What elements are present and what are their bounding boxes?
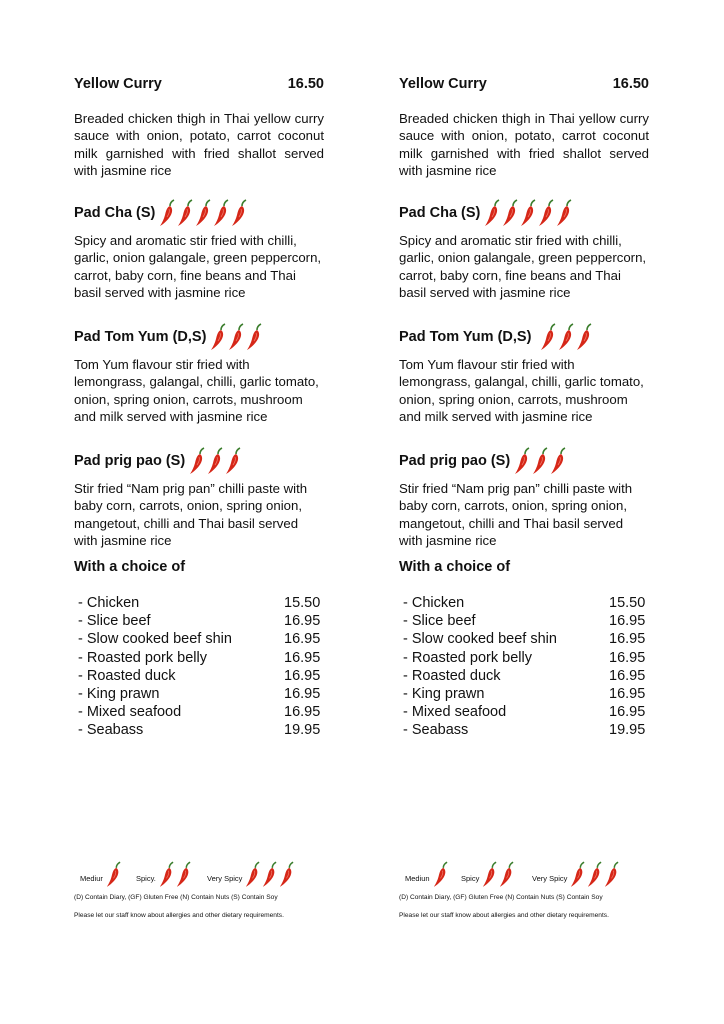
choice-row (403, 686, 647, 704)
choice-row (78, 595, 322, 613)
dish-title-pad-prig-pao: Pad prig pao (S) (74, 446, 242, 476)
chilli-rating (483, 198, 573, 228)
chilli-icon (212, 198, 230, 228)
chilli-icon (176, 198, 194, 228)
choice-name: - Slice beef (403, 613, 476, 630)
chilli-icon (206, 446, 224, 476)
chilli-icon (230, 198, 248, 228)
choice-row (78, 704, 322, 722)
chilli-icon (158, 858, 175, 891)
menu-column-right (399, 0, 649, 1024)
choice-row (403, 668, 647, 686)
chilli-icon (569, 858, 586, 891)
chilli-icon (537, 198, 555, 228)
chilli-icon (261, 858, 278, 891)
chilli-icon (158, 198, 176, 228)
chilli-icon (175, 858, 192, 891)
choice-price: 16.95 (609, 649, 646, 666)
chilli-icon (557, 322, 575, 352)
choice-name: - Chicken (78, 595, 140, 611)
dish-desc-pad-cha: Spicy and aromatic stir fried with chilli, garlic, onion galangale, green peppercorn, carrot, baby corn, fine beans and Thai basil served with jasmine rice (74, 233, 322, 300)
dish-title-pad-cha: Pad Cha (S) (74, 198, 248, 228)
chilli-rating (158, 198, 248, 228)
choice-row (78, 668, 322, 686)
legend-spicy-label: Spicy (461, 874, 480, 883)
choice-price: 16.95 (609, 704, 646, 721)
legend-spicy (461, 858, 515, 891)
choice-row (403, 613, 647, 631)
allergy-note: Please let our staff know about allergies and other dietary requirements. (399, 912, 609, 919)
menu-column-left (74, 0, 324, 1024)
allergen-key: (D) Contain Diary, (GF) Gluten Free (N) Contain Nuts (S) Contain Soy (74, 894, 278, 901)
choice-row (78, 631, 322, 649)
chilli-icon (224, 446, 242, 476)
choice-name: - Slow cooked beef shin (403, 631, 557, 648)
chilli-icon (432, 858, 449, 891)
choice-name: - Slow cooked beef shin (78, 631, 232, 648)
chilli-rating (188, 446, 242, 476)
dish-title-pad-cha: Pad Cha (S) (399, 198, 573, 228)
choice-name: - Roasted duck (403, 667, 501, 684)
chilli-icon (539, 322, 557, 352)
choice-price: 16.95 (284, 649, 321, 666)
choice-name: - Mixed seafood (78, 704, 182, 721)
legend-spicy-label: Spicy. (136, 874, 156, 883)
chilli-icon (105, 858, 122, 891)
legend-very-spicy (532, 858, 620, 891)
chilli-icon (188, 446, 206, 476)
choice-price: 16.95 (284, 613, 321, 630)
dish-price-yellow-curry: 16.50 (612, 76, 649, 92)
chilli-icon (244, 858, 261, 891)
dish-desc-pad-tom-yum: Tom Yum flavour stir fried with lemongrass, galangal, chilli, garlic tomato, onion, spring onion, carrots, mushroom and milk served with jasmine rice (399, 357, 644, 424)
protein-choice-list (399, 595, 649, 745)
chilli-icon (586, 858, 603, 891)
choice-row (403, 704, 647, 722)
choice-heading: With a choice of (74, 559, 186, 575)
choice-name: - Chicken (403, 595, 465, 611)
chilli-icon (498, 858, 515, 891)
choice-name: - Seabass (78, 722, 144, 739)
choice-row (78, 686, 322, 704)
choice-row (78, 650, 322, 668)
legend-medium (80, 858, 122, 891)
chilli-icon (531, 446, 549, 476)
dish-desc-pad-prig-pao: Stir fried “Nam prig pan” chilli paste with baby corn, carrots, onion, spring onion, mangetout, chilli and Thai basil served with jasmine rice (74, 481, 308, 548)
choice-row (403, 595, 647, 613)
dish-desc-pad-cha: Spicy and aromatic stir fried with chilli, garlic, onion galangale, green peppercorn, carrot, baby corn, fine beans and Thai basil served with jasmine rice (399, 233, 647, 300)
chilli-rating (513, 446, 567, 476)
legend-very-spicy (207, 858, 295, 891)
choice-price: 19.95 (609, 722, 646, 739)
dish-desc-pad-tom-yum: Tom Yum flavour stir fried with lemongrass, galangal, chilli, garlic tomato, onion, spring onion, carrots, mushroom and milk served with jasmine rice (74, 357, 319, 424)
choice-price: 16.95 (609, 631, 646, 648)
chilli-rating (209, 322, 263, 352)
dish-title-pad-prig-pao: Pad prig pao (S) (399, 446, 567, 476)
choice-name: - Roasted pork belly (403, 649, 532, 666)
legend-very-spicy-label: Very Spicy (207, 874, 243, 883)
choice-price: 15.50 (609, 595, 646, 611)
legend-spicy (136, 858, 192, 891)
choice-price: 16.95 (284, 686, 321, 702)
chilli-icon (481, 858, 498, 891)
chilli-rating (539, 322, 593, 352)
legend-medium-label: Mediur (80, 874, 103, 883)
chilli-icon (513, 446, 531, 476)
chilli-icon (603, 858, 620, 891)
choice-row (78, 613, 322, 631)
allergen-key: (D) Contain Diary, (GF) Gluten Free (N) Contain Nuts (S) Contain Soy (399, 894, 603, 901)
legend-medium-label: Mediun (405, 874, 430, 883)
chilli-icon (549, 446, 567, 476)
dish-desc-yellow-curry: Breaded chicken thigh in Thai yellow curry sauce with onion, potato, carrot coconut milk garnished with fried shallot served with jasmine rice (399, 111, 649, 178)
choice-row (403, 631, 647, 649)
allergy-note: Please let our staff know about allergies and other dietary requirements. (74, 912, 284, 919)
choice-price: 16.95 (609, 613, 646, 630)
legend-medium (405, 858, 449, 891)
choice-name: - King prawn (403, 686, 485, 702)
chilli-icon (555, 198, 573, 228)
choice-name: - Seabass (403, 722, 469, 739)
dish-price-yellow-curry: 16.50 (287, 76, 324, 92)
choice-name: - Slice beef (78, 613, 151, 630)
dish-desc-pad-prig-pao: Stir fried “Nam prig pan” chilli paste with baby corn, carrots, onion, spring onion, mangetout, chilli and Thai basil served with jasmine rice (399, 481, 633, 548)
choice-heading: With a choice of (399, 559, 511, 575)
dish-title-yellow-curry: Yellow Curry (399, 76, 487, 92)
choice-price: 16.95 (609, 686, 646, 702)
legend-very-spicy-label: Very Spicy (532, 874, 568, 883)
chilli-icon (501, 198, 519, 228)
chilli-icon (245, 322, 263, 352)
choice-price: 16.95 (284, 631, 321, 648)
dish-desc-yellow-curry: Breaded chicken thigh in Thai yellow curry sauce with onion, potato, carrot coconut milk garnished with fried shallot served with jasmine rice (74, 111, 324, 178)
dish-title-pad-tom-yum: Pad Tom Yum (D,S) (74, 322, 263, 352)
choice-row (78, 722, 322, 740)
choice-name: - Roasted pork belly (78, 649, 207, 666)
dish-title-yellow-curry: Yellow Curry (74, 76, 162, 92)
choice-price: 15.50 (284, 595, 321, 611)
choice-row (403, 650, 647, 668)
choice-name: - Mixed seafood (403, 704, 507, 721)
chilli-icon (227, 322, 245, 352)
choice-name: - King prawn (78, 686, 160, 702)
choice-price: 16.95 (609, 667, 646, 684)
chilli-icon (209, 322, 227, 352)
chilli-icon (575, 322, 593, 352)
protein-choice-list (74, 595, 324, 745)
choice-name: - Roasted duck (78, 667, 176, 684)
choice-row (403, 722, 647, 740)
dish-title-pad-tom-yum: Pad Tom Yum (D,S) (399, 322, 593, 352)
choice-price: 16.95 (284, 704, 321, 721)
choice-price: 16.95 (284, 667, 321, 684)
chilli-icon (194, 198, 212, 228)
chilli-icon (483, 198, 501, 228)
choice-price: 19.95 (284, 722, 321, 739)
chilli-icon (278, 858, 295, 891)
chilli-icon (519, 198, 537, 228)
